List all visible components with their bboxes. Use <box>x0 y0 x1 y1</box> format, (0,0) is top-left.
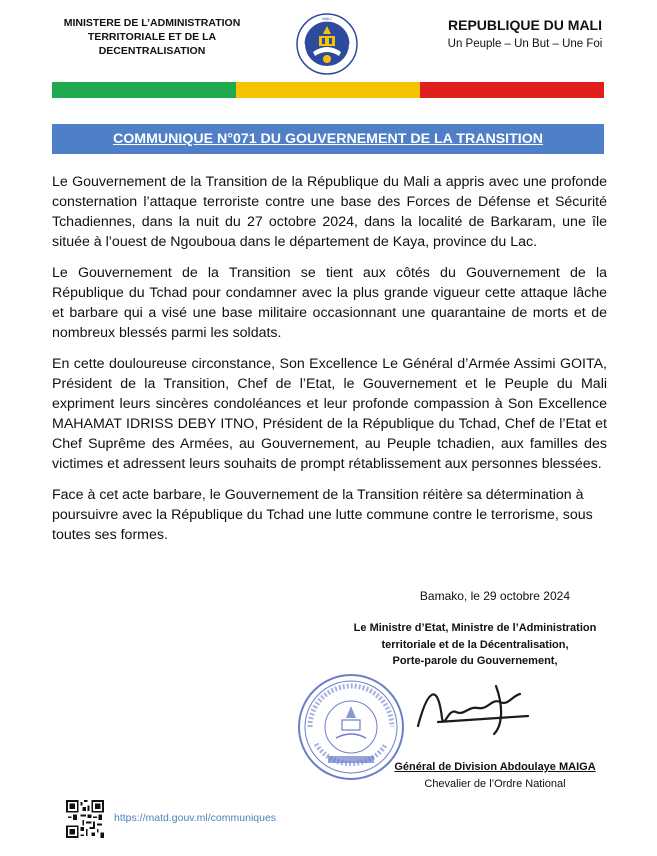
flag-green-band <box>52 82 236 98</box>
mali-coat-of-arms-logo <box>295 12 359 76</box>
ministry-line: DECENTRALISATION <box>98 45 206 57</box>
signatory-rank: Chevalier de l’Ordre National <box>424 778 566 790</box>
communique-body <box>52 172 607 556</box>
svg-text:MALI: MALI <box>322 16 332 21</box>
national-motto: Un Peuple – Un But – Une Foi <box>447 38 603 50</box>
republic-header <box>420 16 630 52</box>
handwritten-signature-icon <box>408 678 548 738</box>
body-paragraph: Le Gouvernement de la Transition de la République du Mali a appris avec une profonde consternation l’attaque terroriste contre une base des Forces de Défense et Sécurité Tchadiennes, dans la nuit du 27 octobre 2024, dans la localité de Barkaram, une île située à l’ouest de Ngouboua dans le département de Kaya, province du Lac. <box>52 174 607 250</box>
signatory-title-line: Le Ministre d’Etat, Ministre de l’Administration <box>353 622 597 634</box>
communique-banner <box>52 124 604 154</box>
communiques-link[interactable]: https://matd.gouv.ml/communiques <box>114 812 277 824</box>
signatory-title-line: Porte-parole du Gouvernement, <box>392 655 558 667</box>
country-name: REPUBLIQUE DU MALI <box>448 17 602 33</box>
ministry-header <box>52 16 252 58</box>
ministry-line: TERRITORIALE ET DE LA <box>87 31 217 43</box>
signatory-title-line: territoriale et de la Décentralisation, <box>381 638 569 651</box>
flag-red-band <box>420 82 604 98</box>
body-paragraph: Face à cet acte barbare, le Gouvernement de la Transition réitère sa détermination à poursuivre avec la République du Tchad une lutte commune contre le terrorisme, sous toutes ses formes. <box>52 487 593 543</box>
communique-title: COMMUNIQUE N°071 DU GOUVERNEMENT DE LA TRANSITION <box>112 131 543 147</box>
signatory-title <box>320 620 630 670</box>
qr-code-icon <box>66 800 104 838</box>
ministry-line: MINISTERE DE L’ADMINISTRATION <box>63 17 241 29</box>
body-paragraph: En cette douloureuse circonstance, Son Excellence Le Général d’Armée Assimi GOITA, Président de la Transition, Chef de l’Etat, le Gouvernement et le Peuple du Mali expriment leurs sincères condoléances et leur profonde compassion à Son Excellence MAHAMAT IDRISS DEBY ITNO, Président de la République du Tchad, Chef de l’Etat et Chef Suprême des Armées, au Gouvernement, au Peuple tchadien, aux familles des victimes et adressent leurs souhaits de prompt rétablissement aux personnes blessées. <box>52 356 607 472</box>
flag-yellow-band <box>236 82 420 98</box>
place-and-date: Bamako, le 29 octobre 2024 <box>419 589 570 603</box>
body-paragraph: Le Gouvernement de la Transition se tient aux côtés du Gouvernement de la République du Tchad pour condamner avec la plus grande vigueur cette attaque lâche et barbare qui a visé une base militaire occasionnant une quarantaine de morts et de nombreux blessés parmi les soldats. <box>52 265 607 341</box>
flag-stripe <box>52 82 604 98</box>
signatory-name: Général de Division Abdoulaye MAIGA <box>394 761 596 773</box>
